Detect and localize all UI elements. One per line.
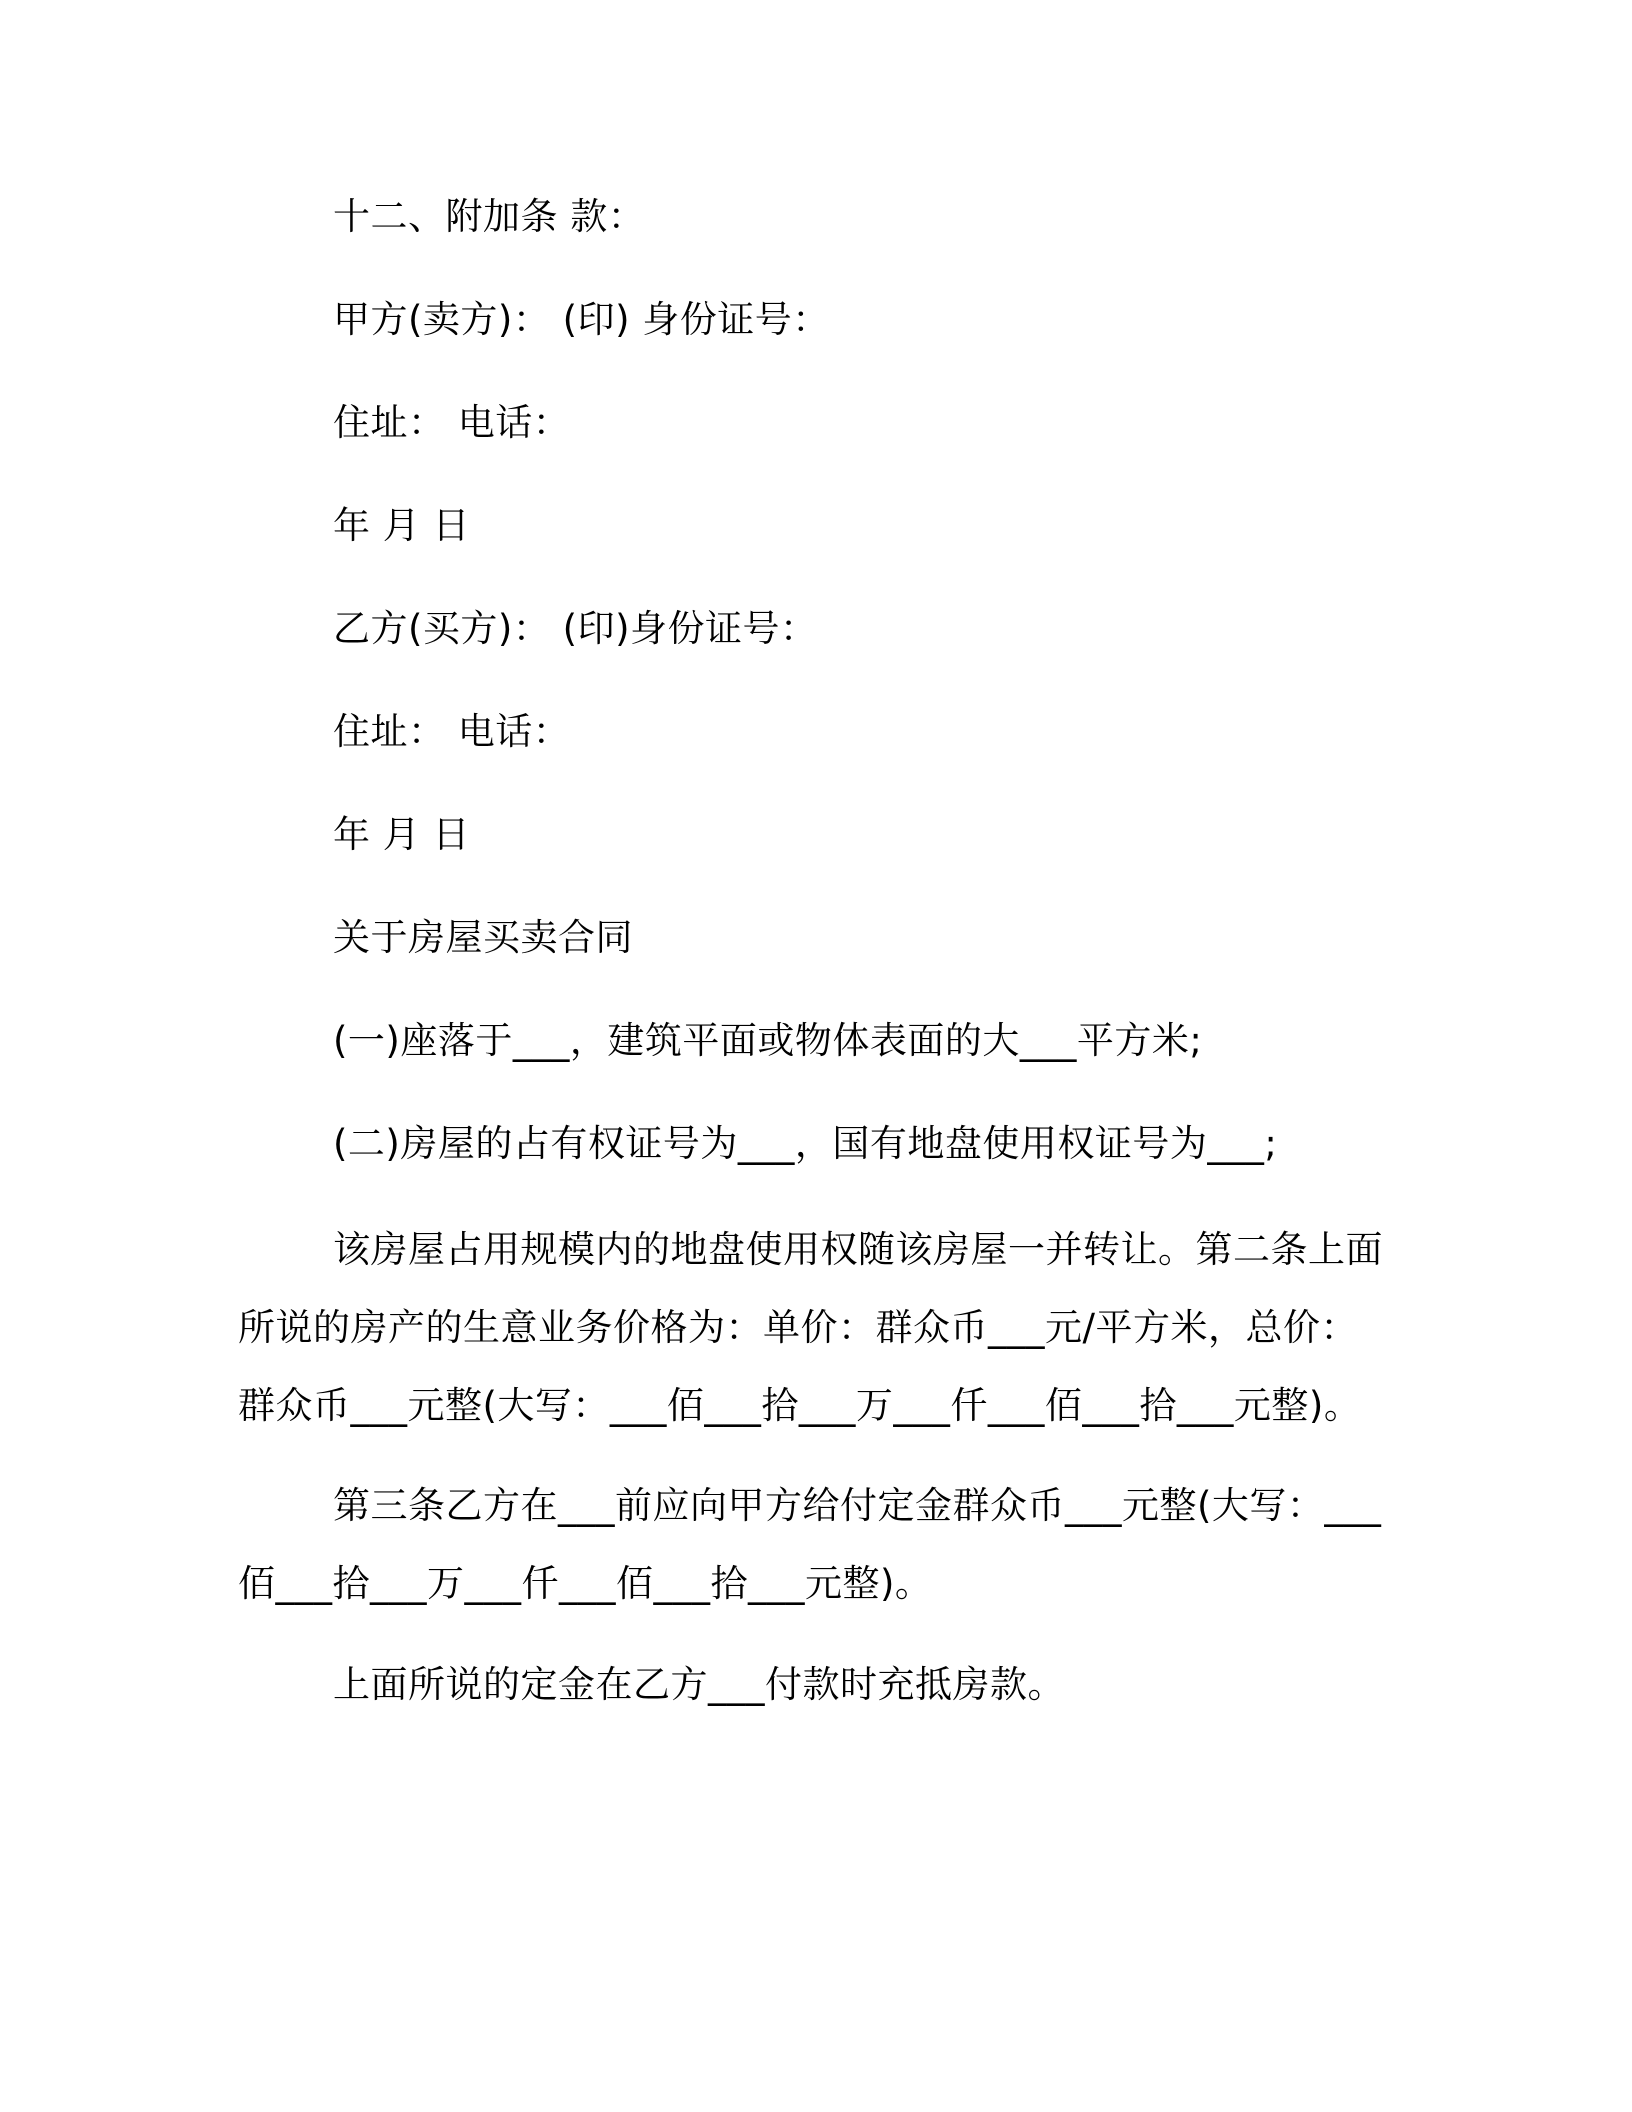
- party-b-line: 乙方(买方)： (印)身份证号：: [333, 607, 818, 650]
- transfer-price-paragraph: 该房屋占用规模内的地盘使用权随该房屋一并转让。第二条上面所说的房产的生意业务价格为：单价：群众币___元/平方米，总价：群众币___元整(大写：___佰___拾___万___仟___佰___拾___元整)。: [238, 1228, 1383, 1427]
- deposit-paragraph: 第三条乙方在___前应向甲方给付定金群众币___元整(大写：___佰___拾___万___仟___佰___拾___元整)。: [238, 1484, 1382, 1605]
- party-a-address-line: 住址： 电话：: [333, 401, 571, 444]
- deposit-offset-paragraph: 上面所说的定金在乙方___付款时充抵房款。: [333, 1663, 1065, 1706]
- item-2-certificate-line: (二)房屋的占有权证号为___，国有地盘使用权证号为___;: [333, 1122, 1278, 1165]
- party-b-date-line: 年 月 日: [333, 813, 471, 856]
- contract-title: 关于房屋买卖合同: [333, 916, 633, 959]
- party-a-date-line: 年 月 日: [333, 504, 471, 547]
- item-1-location-line: (一)座落于___，建筑平面或物体表面的大___平方米;: [333, 1019, 1203, 1062]
- party-a-line: 甲方(卖方)： (印) 身份证号：: [333, 298, 830, 341]
- party-b-address-line: 住址： 电话：: [333, 710, 571, 753]
- clause-12-heading: 十二、附加条 款：: [333, 195, 646, 238]
